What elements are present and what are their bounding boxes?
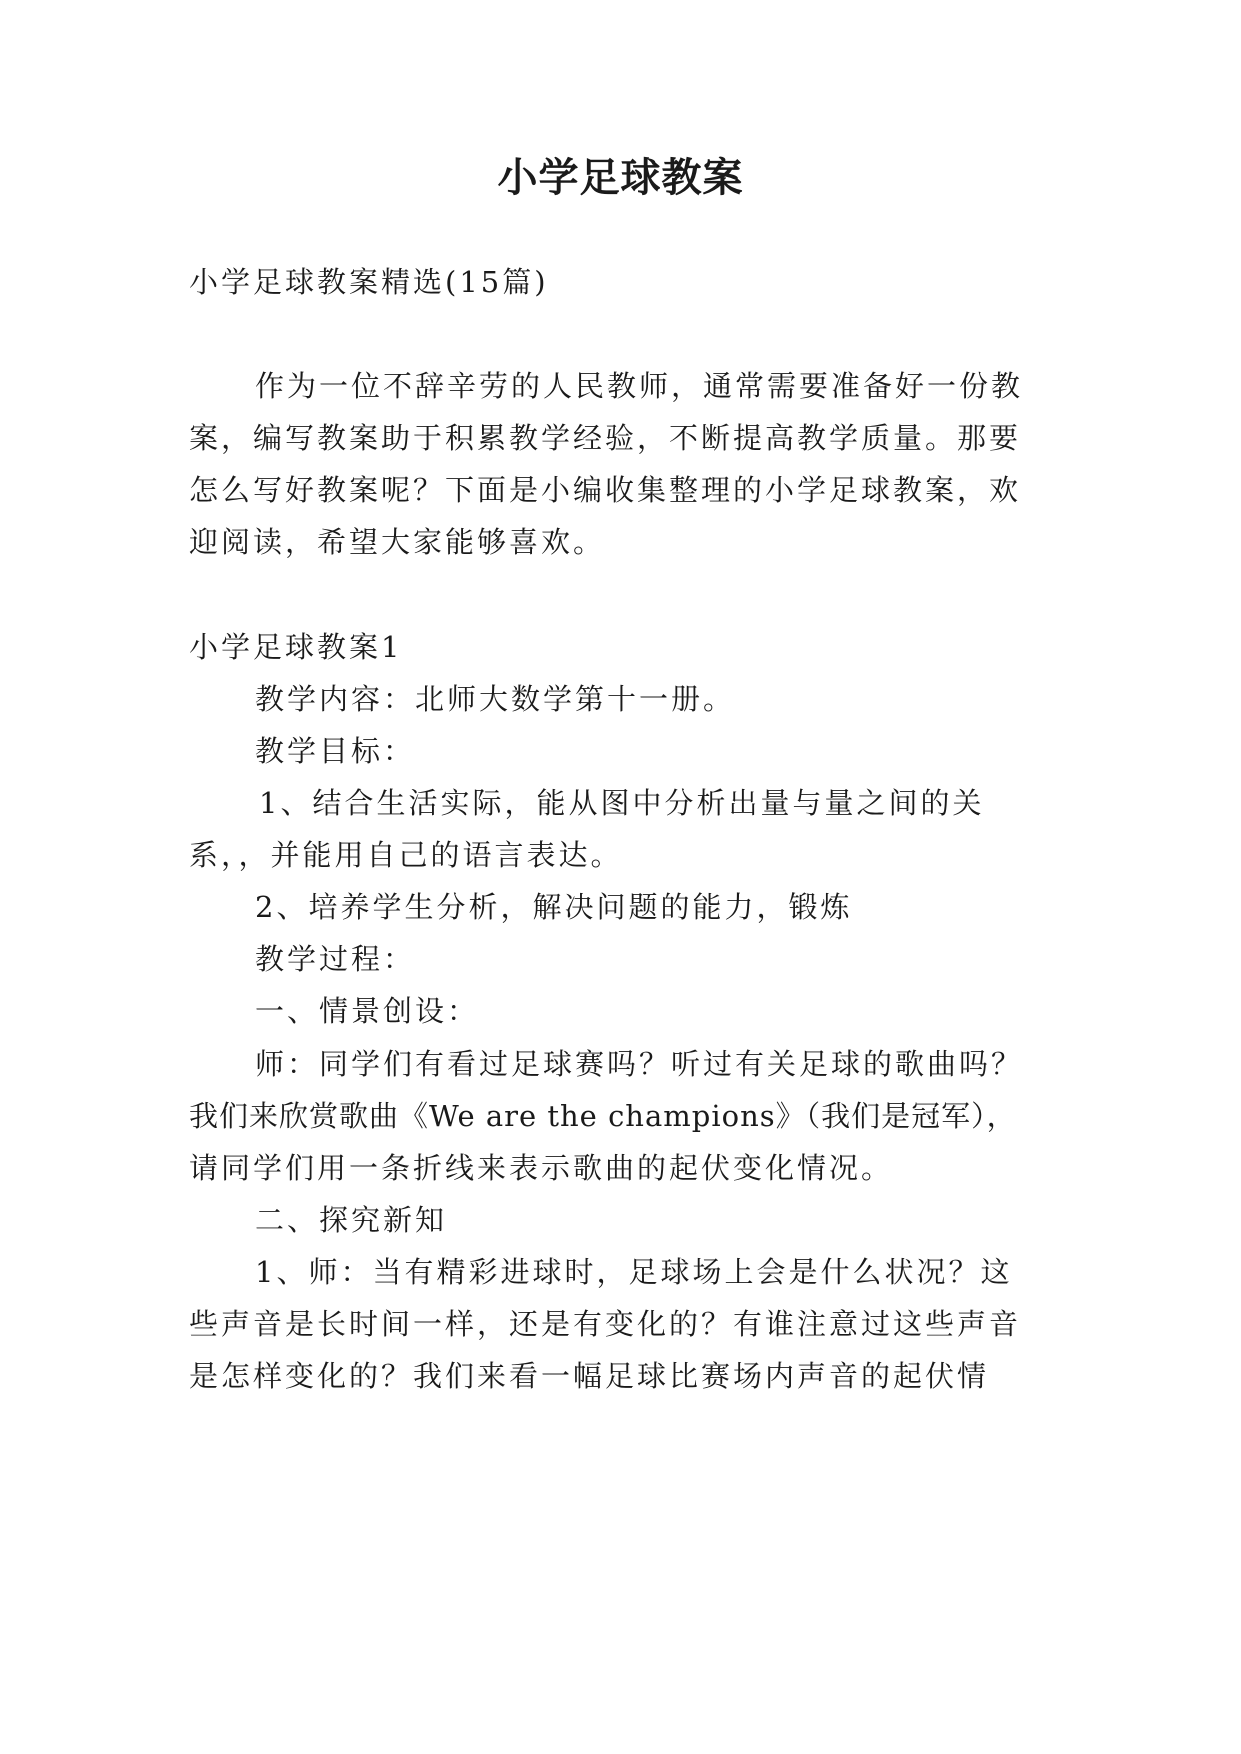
content-line: 师：同学们有看过足球赛吗？听过有关足球的歌曲吗？ [255, 1047, 1024, 1081]
content-line: 教学过程： [255, 942, 416, 976]
content-line: 二、探究新知 [255, 1203, 448, 1237]
intro-line: 作为一位不辞辛劳的人民教师，通常需要准备好一份教 [255, 369, 1024, 403]
content-line: 些声音是长时间一样，还是有变化的？有谁注意过这些声音 [189, 1307, 1022, 1341]
content-line: 教学内容：北师大数学第十一册。 [255, 682, 736, 716]
content-line: 教学目标： [255, 734, 416, 768]
content-line: 1、师：当有精彩进球时，足球场上会是什么状况？这 [255, 1255, 1013, 1289]
content-line: 1、结合生活实际，能从图中分析出量与量之间的关 [259, 786, 985, 820]
document-subtitle: 小学足球教案精选(15篇) [189, 265, 549, 299]
section-heading: 小学足球教案1 [189, 630, 403, 664]
intro-line: 怎么写好教案呢？下面是小编收集整理的小学足球教案，欢 [189, 473, 1022, 507]
content-line: 是怎样变化的？我们来看一幅足球比赛场内声音的起伏情 [189, 1359, 990, 1393]
content-line: 一、情景创设： [255, 994, 480, 1028]
content-line: 系，，并能用自己的语言表达。 [189, 838, 623, 872]
content-line: 我们来欣赏歌曲《We are the champions》（我们是冠军）， [189, 1099, 1017, 1133]
intro-line: 迎阅读，希望大家能够喜欢。 [189, 525, 606, 559]
content-line: 2、培养学生分析，解决问题的能力，锻炼 [255, 890, 853, 924]
intro-line: 案，编写教案助于积累教学经验，不断提高教学质量。那要 [189, 421, 1022, 455]
document-title: 小学足球教案 [497, 155, 744, 201]
content-line: 请同学们用一条折线来表示歌曲的起伏变化情况。 [189, 1151, 894, 1185]
